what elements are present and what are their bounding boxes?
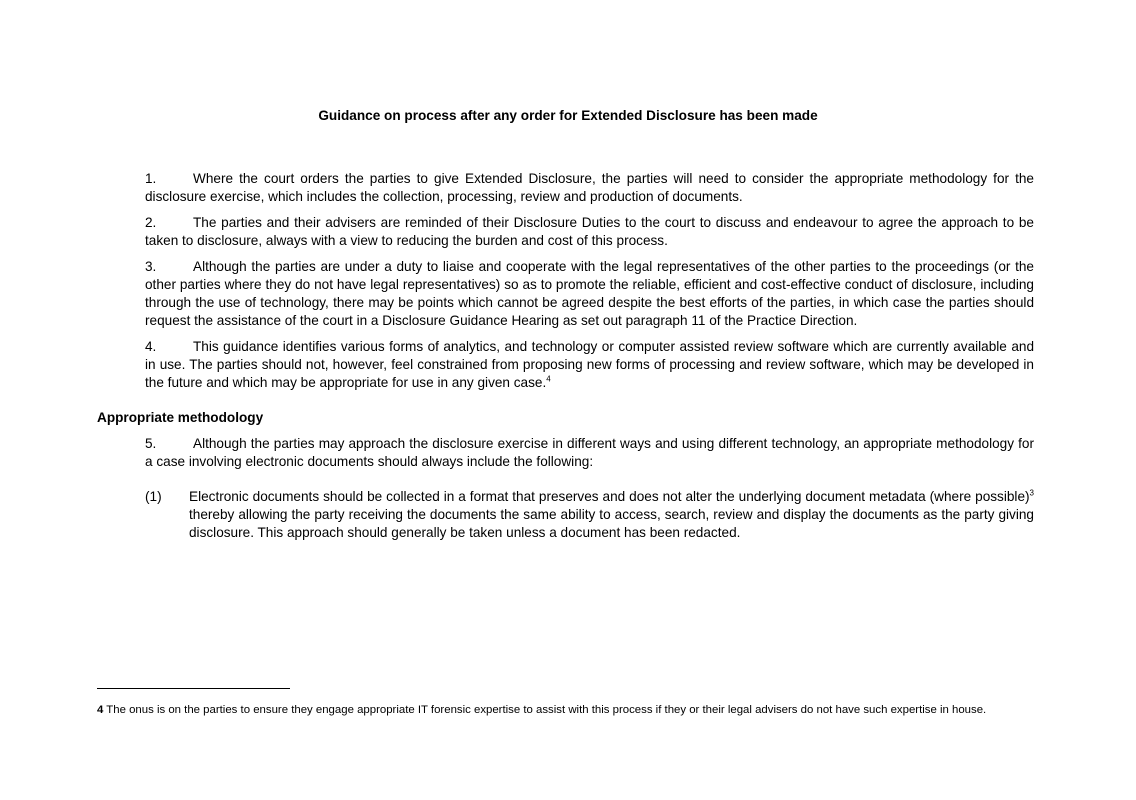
- footnote-number: 4: [97, 704, 104, 716]
- paragraph-1: [145, 170, 1034, 206]
- paragraph-number: 1.: [145, 171, 157, 186]
- section-heading: Appropriate methodology: [97, 410, 264, 425]
- paragraph-number: 5.: [145, 436, 157, 451]
- paragraph-number: 4.: [145, 339, 157, 354]
- subparagraph-text-after: thereby allowing the party receiving the documents the same ability to access, search, review and display the documents as the party giving disclosure. This approach should generally be taken unless a document has been redacted.: [189, 507, 1034, 540]
- page-title: Guidance on process after any order for Extended Disclosure has been made: [318, 108, 818, 123]
- footnote-reference[interactable]: 3: [1029, 488, 1034, 498]
- paragraph-3: [145, 258, 1034, 330]
- subparagraph-text: [189, 488, 1034, 542]
- footnote: [97, 702, 1057, 718]
- paragraph-text: Where the court orders the parties to give Extended Disclosure, the parties will need to consider the appropriate methodology for the disclosure exercise, which includes the collection, processing, review and production of documents.: [145, 171, 1034, 204]
- paragraph-4: [145, 338, 1034, 392]
- paragraph-text: The parties and their advisers are reminded of their Disclosure Duties to the court to discuss and endeavour to agree the approach to be taken to disclosure, always with a view to reducing the burden and cost of this process.: [145, 215, 1034, 248]
- footnote-divider: [97, 688, 290, 689]
- paragraph-number: 2.: [145, 215, 157, 230]
- paragraph-5: [145, 435, 1034, 471]
- subparagraph-1: [145, 488, 1034, 542]
- subparagraph-text-before: Electronic documents should be collected in a format that preserves and does not alter the underlying document metadata (where possible): [189, 489, 1030, 504]
- paragraph-text: This guidance identifies various forms of analytics, and technology or computer assisted review software which are currently available and in use. The parties should not, however, feel constrained from proposing new forms of processing and review software, which may be developed in the future and which may be appropriate for use in any given case.: [145, 339, 1034, 390]
- paragraph-text: Although the parties may approach the disclosure exercise in different ways and using different technology, an appropriate methodology for a case involving electronic documents should always include the following:: [145, 436, 1034, 469]
- footnote-text: The onus is on the parties to ensure they engage appropriate IT forensic expertise to assist with this process if they or their legal advisers do not have such expertise in house.: [103, 704, 987, 716]
- footnote-reference[interactable]: 4: [546, 374, 551, 384]
- paragraph-text: Although the parties are under a duty to liaise and cooperate with the legal representatives of the other parties to the proceedings (or the other parties where they do not have legal representatives) so as to promote the reliable, efficient and cost-effective conduct of disclosure, including through the use of technology, there may be points which cannot be agreed despite the best efforts of the parties, in which case the parties should request the assistance of the court in a Disclosure Guidance Hearing as set out paragraph 11 of the Practice Direction.: [145, 259, 1034, 328]
- paragraph-2: [145, 214, 1034, 250]
- subparagraph-number: (1): [145, 489, 162, 504]
- paragraph-number: 3.: [145, 259, 157, 274]
